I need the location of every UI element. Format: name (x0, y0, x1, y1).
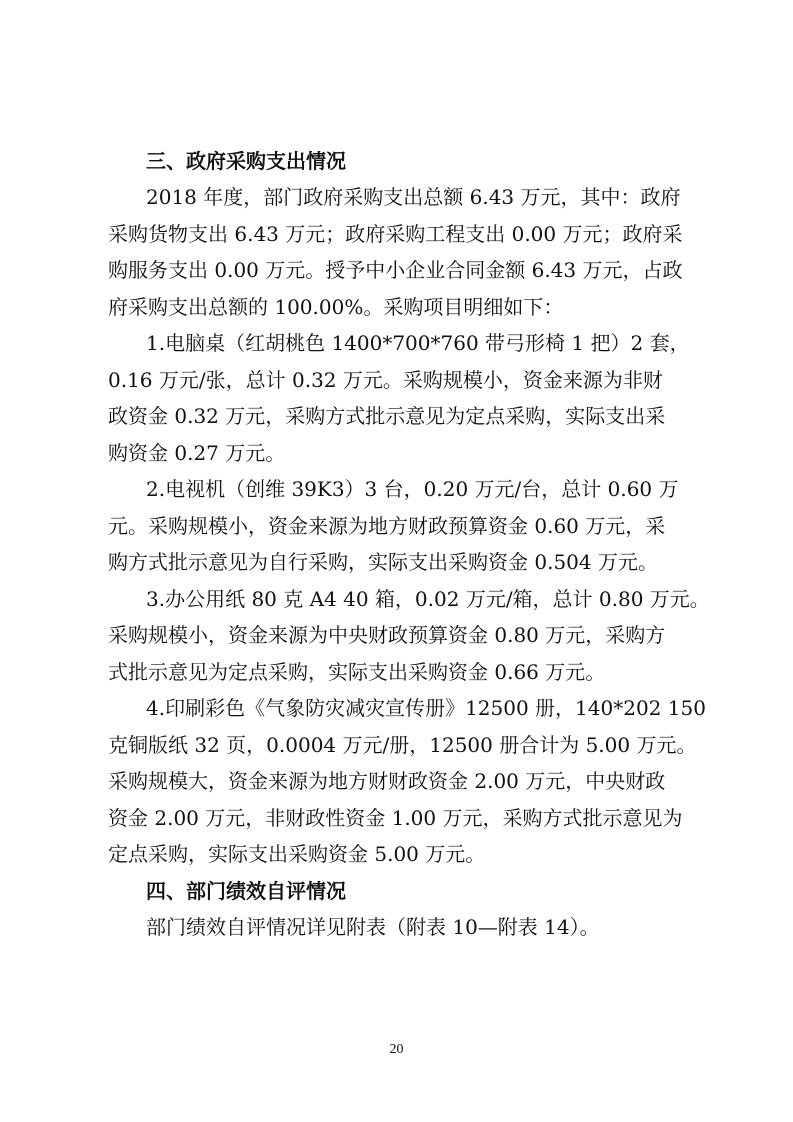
text-line: 2018 年度，部门政府采购支出总额 6.43 万元，其中：政府 (146, 185, 681, 209)
section-heading-procurement: 三、政府采购支出情况 (146, 149, 346, 173)
text-line: 式批示意见为定点采购，实际支出采购资金 0.66 万元。 (108, 659, 606, 684)
text-line: 2.电视机（创维 39K3）3 台，0.20 万元/台，总计 0.60 万 (146, 477, 679, 501)
text-line: 采购规模大，资金来源为地方财财政资金 2.00 万元，中央财政 (108, 769, 666, 793)
performance-paragraph (108, 909, 698, 946)
procurement-summary-paragraph (108, 179, 698, 325)
text-line: 资金 2.00 万元，非财政性资金 1.00 万元，采购方式批示意见为 (108, 805, 683, 830)
text-line: 4.印刷彩色《气象防灾减灾宣传册》12500 册，140*202 150 (146, 696, 706, 720)
text-line: 购资金 0.27 万元。 (108, 440, 286, 465)
section-heading-performance: 四、部门绩效自评情况 (146, 878, 346, 903)
procurement-item-3 (108, 581, 710, 691)
text-line: 购方式批示意见为自行采购，实际支出采购资金 0.504 万元。 (108, 550, 658, 574)
text-line: 政资金 0.32 万元，采购方式批示意见为定点采购，实际支出采 (108, 404, 666, 428)
text-line: 部门绩效自评情况详见附表（附表 10—附表 14）。 (146, 914, 600, 939)
text-line: 元。采购规模小，资金来源为地方财政预算资金 0.60 万元，采 (108, 513, 666, 538)
text-line: 定点采购，实际支出采购资金 5.00 万元。 (108, 842, 486, 866)
text-line: 1.电脑桌（红胡桃色 1400*700*760 带弓形椅 1 把）2 套， (146, 331, 690, 355)
text-line: 购服务支出 0.00 万元。授予中小企业合同金额 6.43 万元，占政 (108, 258, 683, 282)
procurement-item-4 (108, 690, 706, 873)
procurement-item-1 (108, 325, 698, 471)
text-line: 采购货物支出 6.43 万元；政府采购工程支出 0.00 万元；政府采 (108, 221, 683, 246)
text-line: 府采购支出总额的 100.00%。采购项目明细如下： (108, 294, 564, 319)
text-line: 克铜版纸 32 页，0.0004 万元/册，12500 册合计为 5.00 万元。 (108, 732, 697, 757)
page-number: 20 (389, 1042, 404, 1057)
procurement-item-2 (108, 471, 698, 581)
text-line: 3.办公用纸 80 克 A4 40 箱，0.02 万元/箱，总计 0.80 万元。 (146, 586, 710, 611)
text-line: 0.16 万元/张，总计 0.32 万元。采购规模小，资金来源为非财 (108, 367, 663, 392)
page-content (108, 143, 710, 945)
text-line: 采购规模小，资金来源为中央财政预算资金 0.80 万元，采购方 (108, 623, 666, 647)
